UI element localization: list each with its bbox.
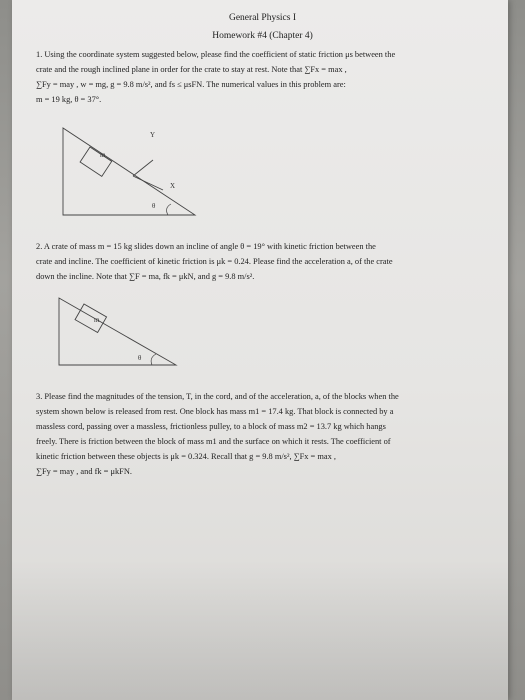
problem-2-line: 2. A crate of mass m = 15 kg slides down an incline of angle θ = 19° with kinetic friction between the bbox=[36, 242, 376, 251]
crate-box bbox=[75, 304, 107, 333]
crate-box bbox=[80, 147, 112, 176]
problem-3-line: massless cord, passing over a massless, frictionless pulley, to a block of mass m2 = 13.7 kg which hangs bbox=[36, 422, 386, 431]
problem-1-text bbox=[36, 47, 486, 107]
angle-arc bbox=[151, 354, 156, 365]
angle-arc bbox=[167, 204, 171, 215]
problem-1-line: 1. Using the coordinate system suggested below, please find the coefficient of static friction μs between the bbox=[36, 50, 396, 59]
problem-1-line: m = 19 kg, θ = 37°. bbox=[36, 95, 102, 104]
y-axis-label: Y bbox=[150, 131, 156, 139]
angle-label: θ bbox=[152, 202, 156, 210]
incline-triangle bbox=[63, 128, 195, 215]
problem-1-figure bbox=[60, 122, 220, 222]
problem-1-line: crate and the rough inclined plane in order for the crate to stay at rest. Note that ∑Fx = max , bbox=[36, 65, 347, 74]
problem-3-line: freely. There is friction between the block of mass m1 and the surface on which it rests. The coefficient of bbox=[36, 437, 391, 446]
y-axis-line bbox=[133, 160, 153, 176]
paper-shadow bbox=[12, 560, 508, 700]
x-axis-label: X bbox=[170, 182, 176, 190]
problem-3-line: kinetic friction between these objects is μk = 0.324. Recall that g = 9.8 m/s², ∑Fx = max , bbox=[36, 452, 336, 461]
crate-mass-label: m bbox=[94, 316, 100, 324]
problem-3-line: system shown below is released from rest. One block has mass m1 = 17.4 kg. That block is connected by a bbox=[36, 407, 394, 416]
problem-2-text bbox=[36, 239, 486, 284]
problem-2-figure bbox=[56, 292, 206, 372]
problem-3-line: ∑Fy = may , and fk = μkFN. bbox=[36, 467, 132, 476]
problem-3-line: 3. Please find the magnitudes of the tension, T, in the cord, and of the acceleration, a, of the blocks when the bbox=[36, 392, 399, 401]
angle-label: θ bbox=[138, 354, 142, 362]
incline-triangle bbox=[59, 298, 176, 365]
problem-1-line: ∑Fy = may , w = mg, g = 9.8 m/s², and fs ≤ μsFN. The numerical values in this problem are: bbox=[36, 80, 346, 89]
homework-title: Homework #4 (Chapter 4) bbox=[212, 31, 313, 41]
course-title: General Physics I bbox=[228, 13, 296, 23]
problem-3-text bbox=[36, 389, 486, 479]
problem-2-line: crate and incline. The coefficient of kinetic friction is μk = 0.24. Please find the acceleration a, of the crate bbox=[36, 257, 393, 266]
crate-mass-label: m bbox=[100, 151, 106, 159]
x-axis-line bbox=[133, 176, 163, 190]
problem-2-line: down the incline. Note that ∑F = ma, fk = μkN, and g = 9.8 m/s². bbox=[36, 272, 255, 281]
